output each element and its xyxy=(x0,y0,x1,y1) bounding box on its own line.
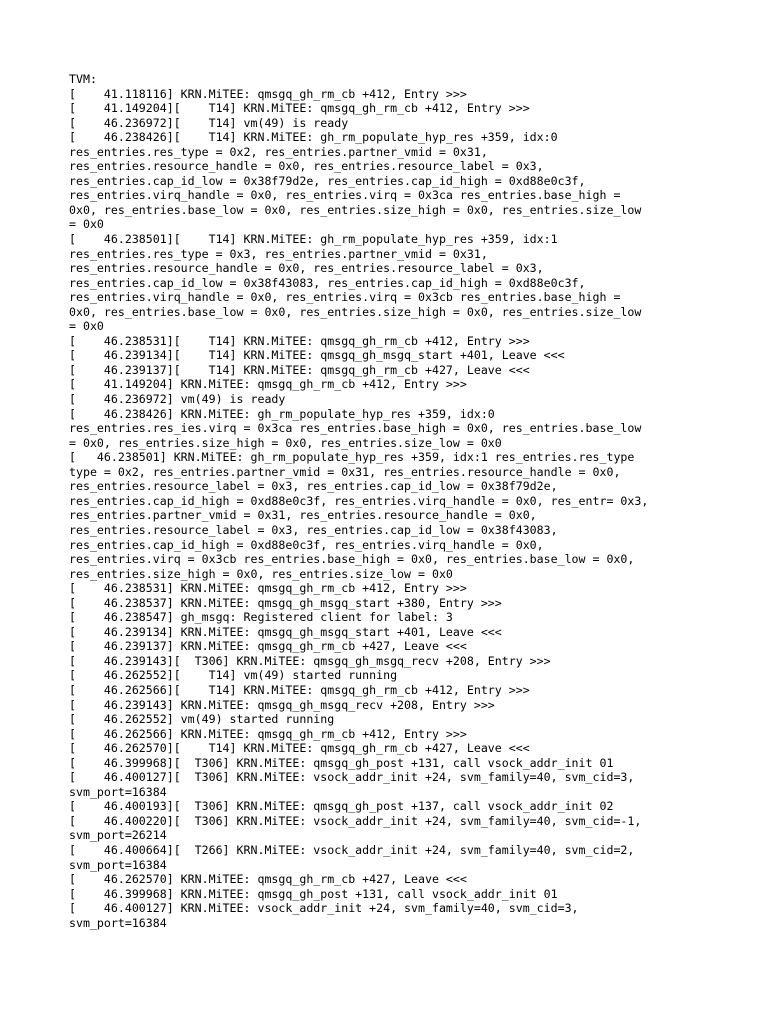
log-line: [ 41.149204][ T14] KRN.MiTEE: qmsgq_gh_rm_cb +412, Entry >>> xyxy=(69,101,530,116)
log-line: [ 46.262570] KRN.MiTEE: qmsgq_gh_rm_cb +427, Leave <<< xyxy=(69,872,467,887)
log-line: res_entries.resource_handle = 0x0, res_entries.resource_label = 0x3, xyxy=(69,159,544,174)
log-line: = 0x0, res_entries.size_high = 0x0, res_entries.size_low = 0x0 xyxy=(69,435,502,450)
log-text-block xyxy=(69,72,709,930)
log-line: res_entries.size_high = 0x0, res_entries.size_low = 0x0 xyxy=(69,566,453,581)
log-line: res_entries.res_ies.virq = 0x3ca res_entries.base_high = 0x0, res_entries.base_low xyxy=(69,421,642,436)
log-line: res_entries.res_type = 0x2, res_entries.partner_vmid = 0x31, xyxy=(69,144,488,159)
log-line: res_entries.partner_vmid = 0x31, res_entries.resource_handle = 0x0, xyxy=(69,508,537,523)
log-line: [ 41.118116] KRN.MiTEE: qmsgq_gh_rm_cb +412, Entry >>> xyxy=(69,86,467,101)
log-line: 0x0, res_entries.base_low = 0x0, res_entries.size_high = 0x0, res_entries.size_low xyxy=(69,304,642,319)
log-line: [ 46.238501] KRN.MiTEE: gh_rm_populate_hyp_res +359, idx:1 res_entries.res_type xyxy=(69,450,635,465)
log-line: res_entries.res_type = 0x3, res_entries.partner_vmid = 0x31, xyxy=(69,246,488,261)
log-line: [ 46.400220][ T306] KRN.MiTEE: vsock_addr_init +24, svm_family=40, svm_cid=-1, xyxy=(69,813,642,828)
log-line: [ 46.262552][ T14] vm(49) started running xyxy=(69,668,398,683)
log-line: [ 46.400127] KRN.MiTEE: vsock_addr_init +24, svm_family=40, svm_cid=3, xyxy=(69,901,579,916)
log-line: svm_port=16384 xyxy=(69,784,167,799)
log-line: [ 46.238537] KRN.MiTEE: qmsgq_gh_msgq_start +380, Entry >>> xyxy=(69,595,502,610)
log-line: [ 46.239143][ T306] KRN.MiTEE: qmsgq_gh_msgq_recv +208, Entry >>> xyxy=(69,653,551,668)
log-line: [ 46.238531] KRN.MiTEE: qmsgq_gh_rm_cb +412, Entry >>> xyxy=(69,581,467,596)
log-line: [ 46.239137] KRN.MiTEE: qmsgq_gh_rm_cb +427, Leave <<< xyxy=(69,639,467,654)
log-line: TVM: xyxy=(69,72,97,86)
log-line: [ 46.399968][ T306] KRN.MiTEE: qmsgq_gh_post +131, call vsock_addr_init 01 xyxy=(69,755,614,770)
log-line: res_entries.resource_handle = 0x0, res_entries.resource_label = 0x3, xyxy=(69,261,544,276)
log-line: [ 46.400127][ T306] KRN.MiTEE: vsock_addr_init +24, svm_family=40, svm_cid=3, xyxy=(69,770,635,785)
log-line: [ 46.236972][ T14] vm(49) is ready xyxy=(69,115,349,130)
log-line: res_entries.resource_label = 0x3, res_entries.cap_id_low = 0x38f79d2e, xyxy=(69,479,558,494)
log-line: res_entries.cap_id_high = 0xd88e0c3f, res_entries.virq_handle = 0x0, res_entr= 0x3, xyxy=(69,493,649,508)
log-line: [ 46.262566][ T14] KRN.MiTEE: qmsgq_gh_rm_cb +412, Entry >>> xyxy=(69,682,530,697)
log-line: [ 46.238531][ T14] KRN.MiTEE: qmsgq_gh_rm_cb +412, Entry >>> xyxy=(69,333,530,348)
log-line: [ 46.239137][ T14] KRN.MiTEE: qmsgq_gh_rm_cb +427, Leave <<< xyxy=(69,362,530,377)
log-line: svm_port=16384 xyxy=(69,915,167,930)
log-line: [ 46.238426][ T14] KRN.MiTEE: gh_rm_populate_hyp_res +359, idx:0 xyxy=(69,130,558,145)
log-line: [ 46.399968] KRN.MiTEE: qmsgq_gh_post +131, call vsock_addr_init 01 xyxy=(69,886,558,901)
log-line: [ 46.239143] KRN.MiTEE: qmsgq_gh_msgq_recv +208, Entry >>> xyxy=(69,697,495,712)
log-line: [ 46.238501][ T14] KRN.MiTEE: gh_rm_populate_hyp_res +359, idx:1 xyxy=(69,232,558,247)
log-line: svm_port=26214 xyxy=(69,828,167,843)
log-line: [ 46.236972] vm(49) is ready xyxy=(69,392,286,407)
log-line: 0x0, res_entries.base_low = 0x0, res_entries.size_high = 0x0, res_entries.size_low xyxy=(69,202,642,217)
log-line: svm_port=16384 xyxy=(69,857,167,872)
log-line: res_entries.resource_label = 0x3, res_entries.cap_id_low = 0x38f43083, xyxy=(69,522,558,537)
log-line: res_entries.virq_handle = 0x0, res_entries.virq = 0x3cb res_entries.base_high = xyxy=(69,290,621,305)
log-line: = 0x0 xyxy=(69,217,104,232)
log-line: res_entries.cap_id_low = 0x38f79d2e, res_entries.cap_id_high = 0xd88e0c3f, xyxy=(69,173,586,188)
log-line: [ 41.149204] KRN.MiTEE: qmsgq_gh_rm_cb +412, Entry >>> xyxy=(69,377,467,392)
log-line: [ 46.400193][ T306] KRN.MiTEE: qmsgq_gh_post +137, call vsock_addr_init 02 xyxy=(69,799,614,814)
log-line: [ 46.238547] gh_msgq: Registered client for label: 3 xyxy=(69,610,453,625)
log-line: res_entries.cap_id_low = 0x38f43083, res_entries.cap_id_high = 0xd88e0c3f, xyxy=(69,275,586,290)
log-line: [ 46.262566] KRN.MiTEE: qmsgq_gh_rm_cb +412, Entry >>> xyxy=(69,726,467,741)
log-line: res_entries.virq_handle = 0x0, res_entries.virq = 0x3ca res_entries.base_high = xyxy=(69,188,621,203)
log-line: [ 46.262552] vm(49) started running xyxy=(69,712,335,727)
log-line: [ 46.400664][ T266] KRN.MiTEE: vsock_addr_init +24, svm_family=40, svm_cid=2, xyxy=(69,842,635,857)
log-line: res_entries.cap_id_high = 0xd88e0c3f, res_entries.virq_handle = 0x0, xyxy=(69,537,544,552)
log-line: type = 0x2, res_entries.partner_vmid = 0x31, res_entries.resource_handle = 0x0, xyxy=(69,464,621,479)
log-line: = 0x0 xyxy=(69,319,104,334)
log-line: [ 46.239134][ T14] KRN.MiTEE: qmsgq_gh_msgq_start +401, Leave <<< xyxy=(69,348,565,363)
log-line: res_entries.virq = 0x3cb res_entries.base_high = 0x0, res_entries.base_low = 0x0, xyxy=(69,552,635,567)
log-line: [ 46.238426] KRN.MiTEE: gh_rm_populate_hyp_res +359, idx:0 xyxy=(69,406,495,421)
log-line: [ 46.239134] KRN.MiTEE: qmsgq_gh_msgq_start +401, Leave <<< xyxy=(69,624,502,639)
log-line: [ 46.262570][ T14] KRN.MiTEE: qmsgq_gh_rm_cb +427, Leave <<< xyxy=(69,741,530,756)
